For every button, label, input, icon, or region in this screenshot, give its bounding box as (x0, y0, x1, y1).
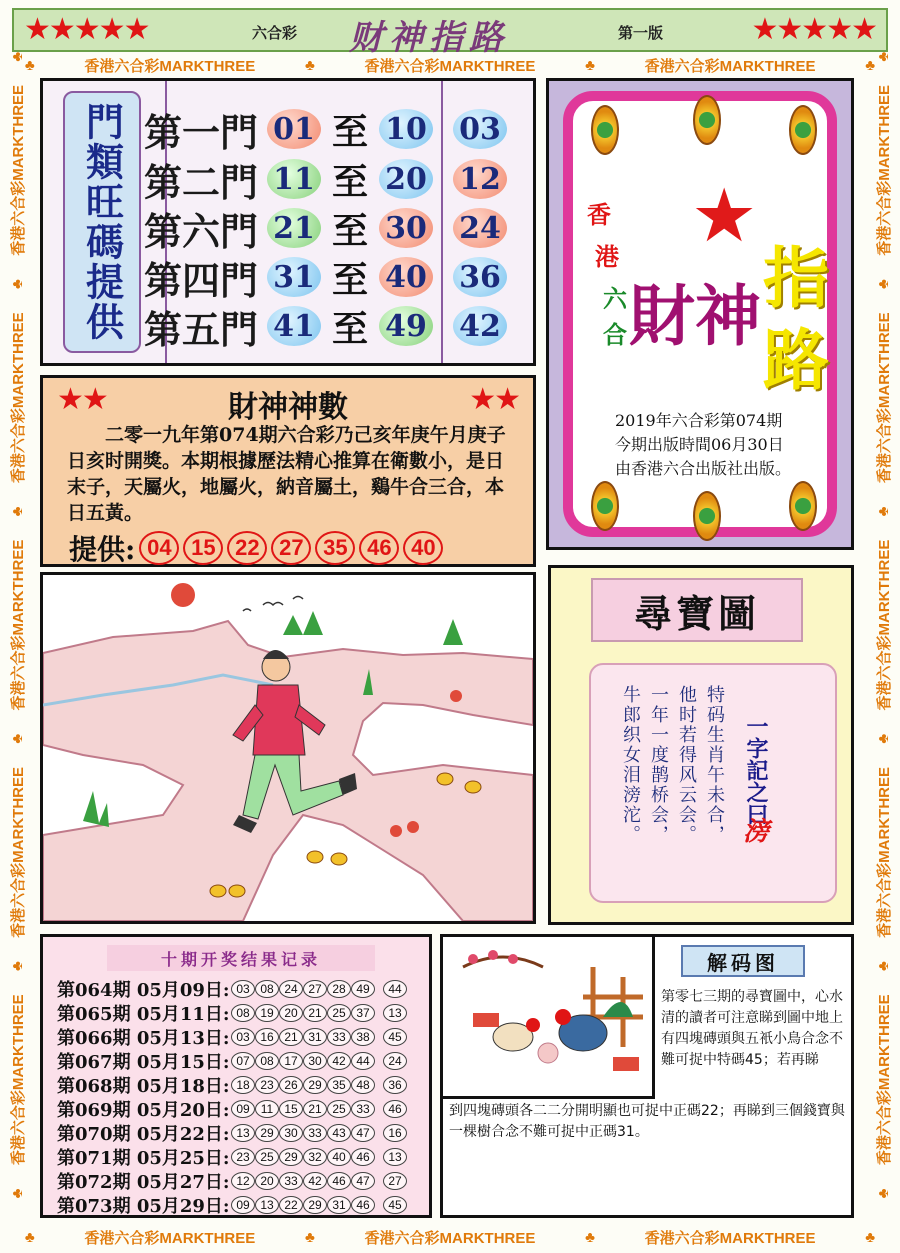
clover-icon: ♣ (865, 56, 876, 74)
result-row (57, 1073, 407, 1097)
door-to-ball: 40 (379, 257, 433, 297)
door-to-ball: 10 (379, 109, 433, 149)
edition-label: 第一版 (618, 24, 664, 42)
blossom-icon (488, 950, 498, 960)
god-tip (69, 528, 447, 568)
god-title: 財神神數 (228, 390, 348, 425)
result-number: 46 (327, 1172, 351, 1190)
cover-char-zhi: 指 (763, 239, 829, 317)
result-row (57, 1097, 407, 1121)
result-number: 21 (303, 1004, 327, 1022)
clover-icon: ♣ (874, 961, 892, 971)
door-special-ball: 24 (453, 208, 507, 248)
border-strip-top (0, 51, 900, 76)
clover-icon: ♣ (8, 506, 26, 517)
result-number: 40 (327, 1148, 351, 1166)
header-stars-right: ★★★★★ (751, 12, 876, 47)
result-label: 第069期 05月20日: (57, 1100, 230, 1121)
result-number: 22 (279, 1196, 303, 1214)
brick-icon (613, 1057, 639, 1071)
result-number: 08 (255, 1052, 279, 1070)
result-number: 12 (231, 1172, 255, 1190)
illustration-panel (40, 572, 536, 924)
door-name: 第一門 (143, 109, 258, 155)
border-text: 香港六合彩MARKTHREE (84, 57, 256, 75)
border-text: 香港六合彩MARKTHREE (644, 57, 816, 75)
result-number: 26 (279, 1076, 303, 1094)
treasure-panel (548, 565, 854, 925)
page-title: 财神指路 (349, 18, 509, 58)
border-text: 香港六合彩MARKTHREE (9, 766, 27, 938)
cover-char-shen: 神 (695, 277, 761, 355)
coin-icon (591, 481, 619, 531)
clover-icon: ♣ (8, 961, 26, 971)
result-special-number: 46 (383, 1100, 407, 1118)
clover-icon: ♣ (304, 56, 315, 74)
result-label: 第065期 05月11日: (57, 1004, 230, 1025)
result-label: 第066期 05月13日: (57, 1028, 230, 1049)
tip-number: 35 (315, 531, 355, 565)
border-text: 香港六合彩MARKTHREE (9, 994, 27, 1166)
coin-icon (307, 851, 323, 863)
result-number: 08 (231, 1004, 255, 1022)
result-label: 第064期 05月09日: (57, 980, 230, 1001)
cover-char-he: 合 (603, 320, 627, 349)
header-stars-left: ★★★★★ (24, 12, 149, 47)
poem-line-3: 一年一度鹊桥会， (648, 685, 669, 845)
red-star-icon: ★ (691, 173, 758, 259)
treasure-scroll (589, 663, 837, 903)
clover-icon: ♣ (874, 51, 892, 62)
coin-icon (591, 105, 619, 155)
result-number: 29 (255, 1124, 279, 1142)
result-special-number: 13 (383, 1004, 407, 1022)
result-number: 19 (255, 1004, 279, 1022)
door-row (135, 204, 433, 252)
result-number: 27 (303, 980, 327, 998)
result-number: 23 (231, 1148, 255, 1166)
result-special-number: 16 (383, 1124, 407, 1142)
door-to-word: 至 (331, 307, 368, 350)
result-number: 44 (351, 1052, 375, 1070)
result-number: 47 (351, 1124, 375, 1142)
door-to-word: 至 (331, 110, 368, 153)
result-number: 09 (231, 1100, 255, 1118)
border-text: 香港六合彩MARKTHREE (9, 539, 27, 711)
apple-icon (390, 825, 402, 837)
door-row (135, 253, 433, 301)
coin-icon (210, 885, 226, 897)
result-number: 37 (351, 1004, 375, 1022)
result-number: 38 (351, 1028, 375, 1046)
result-number: 08 (255, 980, 279, 998)
result-number: 09 (231, 1196, 255, 1214)
door-special-ball: 42 (453, 306, 507, 346)
god-stars-left: ★★ (57, 382, 107, 417)
result-row (57, 1193, 407, 1217)
result-number: 43 (327, 1124, 351, 1142)
doors-panel (40, 78, 536, 366)
blossom-icon (468, 954, 478, 964)
result-label: 第068期 05月18日: (57, 1076, 230, 1097)
door-special-ball: 36 (453, 257, 507, 297)
door-to-ball: 49 (379, 306, 433, 346)
result-number: 33 (279, 1172, 303, 1190)
decode-text-b: 到四塊磚頭各二二分開明顯也可捉中正碼22；再睇到三個錢寶與一棵樹合念不難可捉中正碼31。 (449, 1103, 845, 1140)
result-number: 42 (327, 1052, 351, 1070)
border-text: 香港六合彩MARKTHREE (364, 57, 536, 75)
cover-char-xiang: 香 (587, 200, 611, 229)
result-special-number: 45 (383, 1028, 407, 1046)
doors-divider (441, 81, 443, 363)
result-number: 29 (279, 1148, 303, 1166)
coin-icon (693, 95, 721, 145)
result-label: 第070期 05月22日: (57, 1124, 230, 1145)
cover-issue: 2019年六合彩第074期 (615, 411, 783, 430)
door-row (135, 105, 433, 153)
tip-number: 46 (359, 531, 399, 565)
running-boy-illustration (43, 575, 533, 921)
clover-icon: ♣ (865, 1228, 876, 1246)
decode-title: 解码图 (681, 945, 805, 977)
result-row (57, 1121, 407, 1145)
coin-icon (331, 853, 347, 865)
door-name: 第四門 (143, 257, 258, 303)
border-text: 香港六合彩MARKTHREE (875, 766, 893, 938)
result-number: 35 (327, 1076, 351, 1094)
coin-icon (229, 885, 245, 897)
result-row (57, 1145, 407, 1169)
result-number: 29 (303, 1076, 327, 1094)
door-to-word: 至 (331, 160, 368, 203)
result-number: 03 (231, 1028, 255, 1046)
cover-char-cai: 財 (629, 277, 695, 355)
tip-number: 15 (183, 531, 223, 565)
result-number: 16 (255, 1028, 279, 1046)
roosters-illustration (443, 937, 653, 1097)
result-number: 33 (351, 1100, 375, 1118)
yizi-label: 一字記之曰 (743, 715, 769, 825)
result-number: 33 (327, 1028, 351, 1046)
coin-icon (693, 491, 721, 541)
cover-publisher: 由香港六合出版社出版。 (615, 459, 792, 478)
border-text: 香港六合彩MARKTHREE (875, 994, 893, 1166)
clover-icon: ♣ (24, 56, 35, 74)
coin-icon (789, 105, 817, 155)
door-to-word: 至 (331, 209, 368, 252)
result-row (57, 977, 407, 1001)
result-number: 33 (303, 1124, 327, 1142)
result-special-number: 36 (383, 1076, 407, 1094)
decode-picture (443, 937, 655, 1099)
result-number: 18 (231, 1076, 255, 1094)
god-number-panel (40, 375, 536, 567)
result-number: 29 (303, 1196, 327, 1214)
clover-icon: ♣ (8, 279, 26, 289)
clover-icon: ♣ (874, 279, 892, 289)
door-to-ball: 20 (379, 159, 433, 199)
door-from-ball: 21 (267, 208, 321, 248)
result-number: 31 (327, 1196, 351, 1214)
clover-icon: ♣ (8, 1188, 26, 1199)
clover-icon: ♣ (585, 56, 595, 74)
result-number: 13 (255, 1196, 279, 1214)
result-number: 30 (279, 1124, 303, 1142)
cover-char-lu: 路 (763, 321, 829, 399)
yizi-answer: 滂 (743, 817, 770, 847)
results-title: 十期开奖结果记录 (107, 945, 375, 971)
coin-icon (465, 781, 481, 793)
header-bar (12, 8, 888, 58)
door-name: 第五門 (143, 306, 258, 352)
result-row (57, 1049, 407, 1073)
border-text: 香港六合彩MARKTHREE (364, 1229, 536, 1247)
treasure-title: 尋寶圖 (591, 578, 803, 642)
clover-icon: ♣ (874, 506, 892, 517)
tip-label: 提供: (69, 533, 136, 566)
door-row (135, 302, 433, 350)
result-number: 48 (351, 1076, 375, 1094)
door-name: 第二門 (143, 159, 258, 205)
sun-icon (171, 583, 195, 607)
result-special-number: 13 (383, 1148, 407, 1166)
coin-icon (437, 773, 453, 785)
result-number: 20 (255, 1172, 279, 1190)
result-number: 25 (327, 1004, 351, 1022)
blossom-icon (508, 954, 518, 964)
decode-text-a: 第零七三期的尋寶圖中，心水清的讀者可注意睇到圖中地上有四塊磚頭與五衹小鳥合念不難可捉中特碼45；若再睇 (661, 989, 843, 1068)
clover-icon: ♣ (8, 733, 26, 744)
result-number: 15 (279, 1100, 303, 1118)
border-strip-left (4, 40, 30, 1210)
result-number: 28 (327, 980, 351, 998)
result-number: 24 (279, 980, 303, 998)
clover-icon: ♣ (874, 733, 892, 744)
border-text: 香港六合彩MARKTHREE (875, 312, 893, 484)
result-number: 17 (279, 1052, 303, 1070)
tip-number: 04 (139, 531, 179, 565)
tip-number: 27 (271, 531, 311, 565)
door-special-ball: 12 (453, 159, 507, 199)
header-left-label: 六合彩 (252, 24, 298, 42)
result-label: 第071期 05月25日: (57, 1148, 230, 1169)
clover-icon: ♣ (874, 1188, 892, 1199)
result-number: 25 (327, 1100, 351, 1118)
door-from-ball: 31 (267, 257, 321, 297)
result-label: 第072期 05月27日: (57, 1172, 230, 1193)
border-text: 香港六合彩MARKTHREE (9, 84, 27, 256)
results-panel (40, 934, 432, 1218)
doors-label: 門類旺碼提供 (63, 91, 141, 353)
border-text: 香港六合彩MARKTHREE (875, 84, 893, 256)
result-number: 07 (231, 1052, 255, 1070)
door-from-ball: 11 (267, 159, 321, 199)
result-row (57, 1001, 407, 1025)
clover-icon: ♣ (24, 1228, 35, 1246)
result-special-number: 24 (383, 1052, 407, 1070)
cover-frame (563, 91, 837, 537)
bowl-icon (538, 1043, 558, 1063)
result-number: 46 (351, 1148, 375, 1166)
result-number: 21 (279, 1028, 303, 1046)
result-row (57, 1169, 407, 1193)
result-special-number: 44 (383, 980, 407, 998)
border-strip-bottom (0, 1226, 900, 1248)
border-text: 香港六合彩MARKTHREE (875, 539, 893, 711)
apple-icon (450, 690, 462, 702)
god-body: 二零一九年第074期六合彩乃己亥年庚午月庚子日亥时開獎。本期根據歷法精心推算在衛數小，是日末子，天屬火，地屬火，納音屬土，鷄牛合三合，本日五黃。 (67, 424, 506, 524)
door-special-ball: 03 (453, 109, 507, 149)
result-label: 第073期 05月29日: (57, 1196, 230, 1217)
clover-icon: ♣ (585, 1228, 595, 1246)
result-special-number: 45 (383, 1196, 407, 1214)
border-strip-right (870, 40, 896, 1210)
door-from-ball: 41 (267, 306, 321, 346)
tip-number: 40 (403, 531, 443, 565)
decode-panel (440, 934, 854, 1218)
result-number: 31 (303, 1028, 327, 1046)
god-stars-right: ★★ (469, 382, 519, 417)
result-number: 46 (351, 1196, 375, 1214)
poem-line-2: 他时若得风云会。 (676, 685, 697, 845)
cover-char-liu: 六 (603, 284, 627, 313)
poem-line-1: 特码生肖午未合， (704, 685, 725, 845)
result-number: 20 (279, 1004, 303, 1022)
door-from-ball: 01 (267, 109, 321, 149)
cover-info (615, 409, 791, 481)
result-number: 21 (303, 1100, 327, 1118)
poem-line-4: 牛郎织女泪滂沱。 (620, 685, 641, 845)
clover-icon: ♣ (8, 51, 26, 62)
result-number: 42 (303, 1172, 327, 1190)
cover-char-gang: 港 (595, 242, 619, 271)
result-special-number: 27 (383, 1172, 407, 1190)
cover-date: 今期出版時間06月30日 (615, 435, 784, 454)
result-number: 03 (231, 980, 255, 998)
result-row (57, 1025, 407, 1049)
result-number: 11 (255, 1100, 279, 1118)
brick-icon (473, 1013, 499, 1027)
door-to-word: 至 (331, 258, 368, 301)
apple-icon (407, 821, 419, 833)
result-number: 30 (303, 1052, 327, 1070)
door-name: 第六門 (143, 208, 258, 254)
result-number: 49 (351, 980, 375, 998)
coin-icon (789, 481, 817, 531)
result-label: 第067期 05月15日: (57, 1052, 230, 1073)
border-text: 香港六合彩MARKTHREE (84, 1229, 256, 1247)
result-number: 32 (303, 1148, 327, 1166)
result-number: 13 (231, 1124, 255, 1142)
door-row (135, 155, 433, 203)
door-to-ball: 30 (379, 208, 433, 248)
border-text: 香港六合彩MARKTHREE (644, 1229, 816, 1247)
cover-panel (546, 78, 854, 550)
clover-icon: ♣ (304, 1228, 315, 1246)
result-number: 23 (255, 1076, 279, 1094)
border-text: 香港六合彩MARKTHREE (9, 312, 27, 484)
result-number: 47 (351, 1172, 375, 1190)
tip-number: 22 (227, 531, 267, 565)
result-number: 25 (255, 1148, 279, 1166)
